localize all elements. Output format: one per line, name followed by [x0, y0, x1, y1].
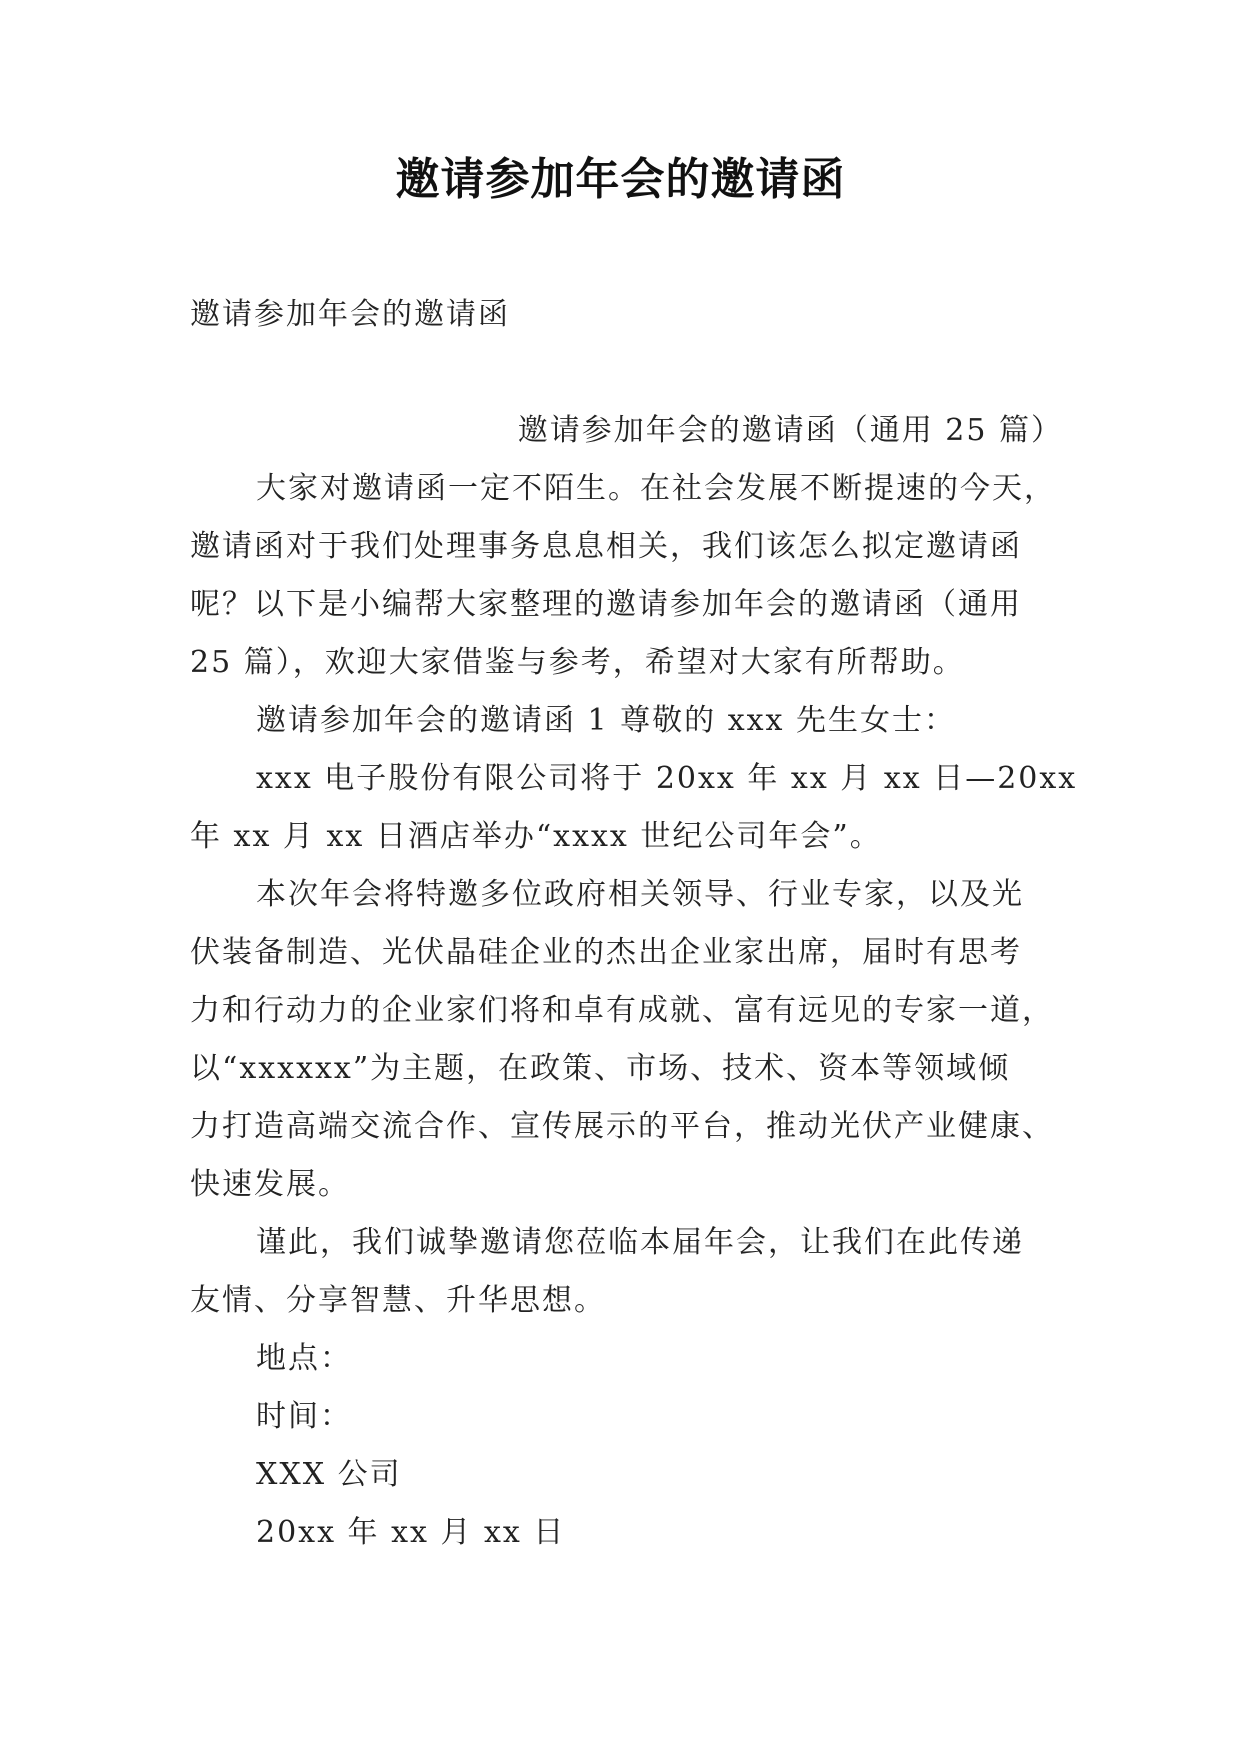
- location-label: 地点：: [256, 1341, 352, 1376]
- guests-line: 以“xxxxxx”为主题，在政策、市场、技术、资本等领域倾: [190, 1051, 1011, 1086]
- guests-line: 快速发展。: [190, 1167, 350, 1202]
- guests-line: 力打造高端交流合作、宣传展示的平台，推动光伏产业健康、: [190, 1109, 1054, 1144]
- closing-line: 友情、分享智慧、升华思想。: [190, 1283, 606, 1318]
- company-signature: XXX 公司: [256, 1457, 402, 1492]
- intro-line: 大家对邀请函一定不陌生。在社会发展不断提速的今天，: [256, 471, 1056, 506]
- intro-line: 邀请函对于我们处理事务息息相关，我们该怎么拟定邀请函: [190, 529, 1022, 564]
- event-line: xxx 电子股份有限公司将于 20xx 年 xx 月 xx 日—20xx: [256, 761, 1078, 796]
- time-label: 时间：: [256, 1399, 352, 1434]
- guests-line: 本次年会将特邀多位政府相关领导、行业专家，以及光: [256, 877, 1024, 912]
- intro-line: 呢？以下是小编帮大家整理的邀请参加年会的邀请函（通用: [190, 587, 1022, 622]
- intro-line: 25 篇），欢迎大家借鉴与参考，希望对大家有所帮助。: [190, 645, 965, 680]
- letter-salutation: 邀请参加年会的邀请函 1 尊敬的 xxx 先生女士：: [256, 703, 956, 738]
- document-title: 邀请参加年会的邀请函: [395, 154, 846, 205]
- guests-line: 伏装备制造、光伏晶硅企业的杰出企业家出席，届时有思考: [190, 935, 1022, 970]
- closing-line: 谨此，我们诚挚邀请您莅临本届年会，让我们在此传递: [256, 1225, 1024, 1260]
- collection-title: 邀请参加年会的邀请函（通用 25 篇）: [517, 413, 1063, 448]
- event-line: 年 xx 月 xx 日酒店举办“xxxx 世纪公司年会”。: [190, 819, 882, 854]
- document-subheading: 邀请参加年会的邀请函: [190, 297, 510, 332]
- guests-line: 力和行动力的企业家们将和卓有成就、富有远见的专家一道，: [190, 993, 1054, 1028]
- signature-date: 20xx 年 xx 月 xx 日: [256, 1515, 566, 1550]
